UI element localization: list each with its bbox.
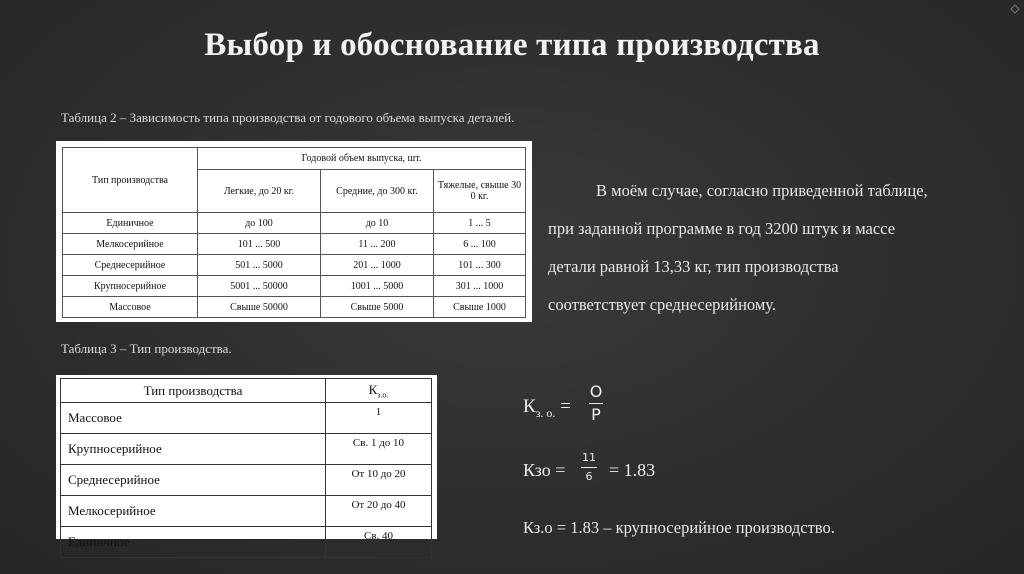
table3-cell-type: Среднесерийное	[61, 465, 326, 496]
table2-subheader-heavy: Тяжелые, свыше 30 0 кг.	[434, 170, 526, 213]
table2-cell-light: Свыше 50000	[198, 297, 321, 318]
table3-image	[56, 375, 437, 549]
table3-cell-k: Св. 1 до 10	[326, 434, 432, 465]
fraction-bar	[581, 467, 597, 468]
table2-cell-light: 5001 ... 50000	[198, 276, 321, 297]
formula1-lhs-sub: з. о.	[535, 405, 556, 420]
table2-cell-light: 101 ... 500	[198, 234, 321, 255]
formula1-denominator: Р	[591, 405, 601, 424]
table3-cell-k: 1	[326, 403, 432, 434]
table-row	[63, 255, 526, 276]
paragraph-line-text: В моём случае, согласно приведенной таблице,	[596, 181, 928, 200]
table2-image	[56, 141, 532, 322]
table3-cell-k: Св. 40	[326, 527, 432, 558]
table3-header-k-sub: з.о.	[377, 390, 389, 400]
table-row	[61, 496, 432, 527]
table2-cell-heavy: Свыше 1000	[434, 297, 526, 318]
table2-header-group: Годовой объем выпуска, шт.	[198, 148, 526, 170]
table2-cell-type: Единичное	[63, 213, 198, 234]
table2-cell-type: Среднесерийное	[63, 255, 198, 276]
table2-cell-heavy: 6 ... 100	[434, 234, 526, 255]
paragraph-line	[548, 172, 998, 210]
table2-cell-medium: Свыше 5000	[321, 297, 434, 318]
table-row	[61, 434, 432, 465]
table3-cell-type: Крупносерийное	[61, 434, 326, 465]
table3-header-type: Тип производства	[61, 379, 326, 403]
conclusion-text: Кз.о = 1.83 – крупносерийное производство.	[523, 518, 835, 537]
page-title: Выбор и обоснование типа производства	[204, 27, 820, 63]
table-row	[63, 297, 526, 318]
table2-cell-light: до 100	[198, 213, 321, 234]
table-row	[61, 527, 432, 558]
table2-cell-heavy: 1 ... 5	[434, 213, 526, 234]
table2-cell-medium: 11 ... 200	[321, 234, 434, 255]
table3-cell-k: От 20 до 40	[326, 496, 432, 527]
table-row	[61, 403, 432, 434]
table2-cell-type: Массовое	[63, 297, 198, 318]
table2-cell-medium: 201 ... 1000	[321, 255, 434, 276]
table2-cell-medium: до 10	[321, 213, 434, 234]
table2-cell-heavy: 101 ... 300	[434, 255, 526, 276]
paragraph-line: соответствует среднесерийному.	[548, 295, 777, 314]
table-row	[63, 234, 526, 255]
table3-cell-k: От 10 до 20	[326, 465, 432, 496]
table2-cell-heavy: 301 ... 1000	[434, 276, 526, 297]
table2-cell-light: 501 ... 5000	[198, 255, 321, 276]
table3-cell-type: Мелкосерийное	[61, 496, 326, 527]
paragraph-line: детали равной 13,33 кг, тип производства	[548, 257, 839, 276]
corner-ornament-icon	[1010, 4, 1020, 14]
table-row	[61, 465, 432, 496]
formula2-lhs: Кзо =	[523, 460, 566, 480]
formula2-fraction	[581, 451, 597, 484]
table2-header-type: Тип производства	[63, 148, 198, 213]
production-type-table	[60, 378, 432, 558]
paragraph-line: при заданной программе в год 3200 штук и массе	[548, 219, 896, 238]
table3-cell-type: Единичное	[61, 527, 326, 558]
formula2-denominator: 6	[585, 470, 593, 483]
production-volume-table	[62, 147, 526, 318]
table2-subheader-medium: Средние, до 300 кг.	[321, 170, 434, 213]
table2-caption: Таблица 2 – Зависимость типа производства от годового объема выпуска деталей.	[61, 110, 515, 125]
formula1-fraction	[589, 382, 603, 425]
formula2-result: = 1.83	[609, 460, 656, 480]
formula1-lhs-main: К	[523, 396, 536, 417]
formula1-numerator: О	[589, 382, 603, 401]
table-row	[63, 213, 526, 234]
table2-cell-type: Крупносерийное	[63, 276, 198, 297]
table2-cell-type: Мелкосерийное	[63, 234, 198, 255]
table2-cell-medium: 1001 ... 5000	[321, 276, 434, 297]
formula1-lhs	[523, 396, 571, 421]
formula2-numerator: 11	[582, 451, 596, 464]
table2-subheader-light: Легкие, до 20 кг.	[198, 170, 321, 213]
table3-caption: Таблица 3 – Тип производства.	[61, 341, 232, 356]
explanation-paragraph	[548, 172, 998, 324]
table3-header-k-main: К	[368, 381, 378, 397]
formula1-equals: =	[560, 396, 571, 417]
table3-cell-type: Массовое	[61, 403, 326, 434]
fraction-bar	[589, 403, 603, 404]
table3-header-k	[326, 379, 432, 403]
table-row	[63, 276, 526, 297]
